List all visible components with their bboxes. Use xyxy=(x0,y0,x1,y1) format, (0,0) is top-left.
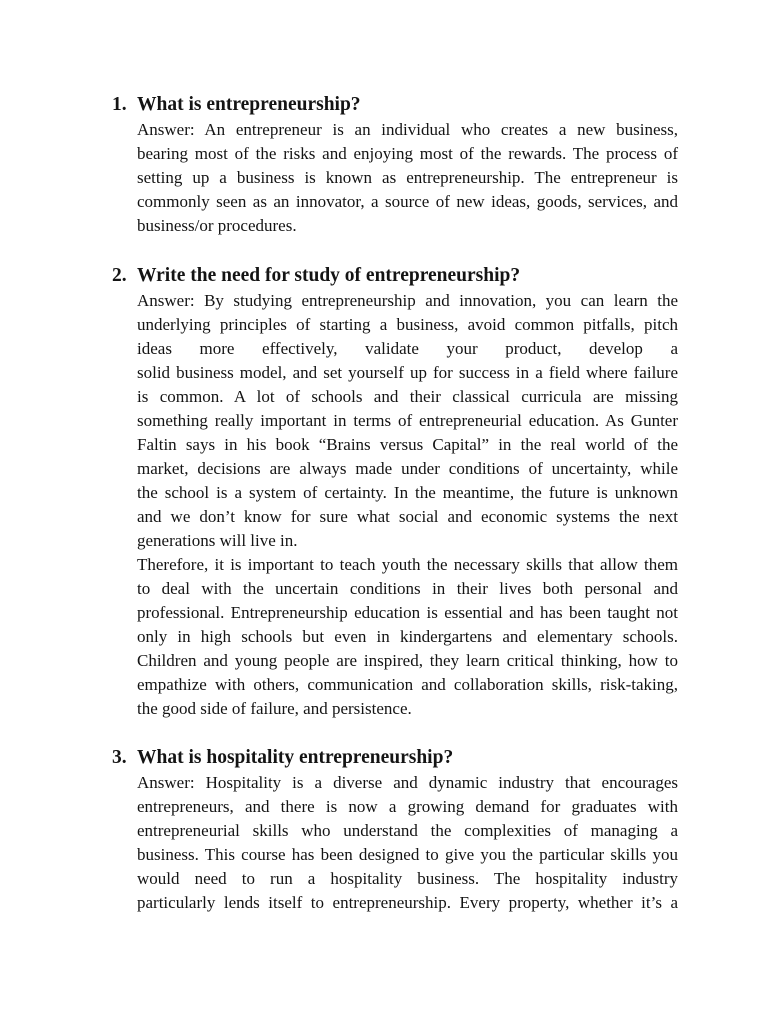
answer-paragraph xyxy=(137,118,678,238)
answer-line: particularly lends itself to entrepreneurship. Every property, whether it’s a xyxy=(137,893,678,912)
answer-line: Faltin says in his book “Brains versus Capital” in the real world of the xyxy=(137,435,678,454)
answer-line: the good side of failure, and persistence. xyxy=(137,699,412,718)
question-title: Write the need for study of entrepreneurship? xyxy=(137,265,521,286)
answer-line: Therefore, it is important to teach youth the necessary skills that allow them xyxy=(137,555,678,574)
answer-line: something really important in terms of entrepreneurial education. As Gunter xyxy=(137,411,678,430)
answer-line: to deal with the uncertain conditions in their lives both personal and xyxy=(137,579,678,598)
answer-body xyxy=(137,289,678,721)
answer-line: underlying principles of starting a business, avoid common pitfalls, pitch xyxy=(137,315,678,334)
answer-line: is common. A lot of schools and their classical curricula are missing xyxy=(137,387,678,406)
answer-line: ideas more effectively, validate your product, develop a xyxy=(137,339,678,358)
answer-line: bearing most of the risks and enjoying most of the rewards. The process of xyxy=(137,144,678,163)
answer-paragraph xyxy=(137,553,678,721)
answer-line: business. This course has been designed to give you the particular skills you xyxy=(137,845,678,864)
answer-line: Answer: By studying entrepreneurship and innovation, you can learn the xyxy=(137,291,678,310)
answer-line: commonly seen as an innovator, a source of new ideas, goods, services, and xyxy=(137,192,678,211)
answer-line: generations will live in. xyxy=(137,531,298,550)
answer-line: empathize with others, communication and collaboration skills, risk-taking, xyxy=(137,675,678,694)
question-number: 2. xyxy=(112,265,127,286)
answer-line: business/or procedures. xyxy=(137,216,297,235)
question-title: What is entrepreneurship? xyxy=(137,94,361,115)
answer-line: entrepreneurs, and there is now a growing demand for graduates with xyxy=(137,797,678,816)
question-title: What is hospitality entrepreneurship? xyxy=(137,747,454,768)
answer-line: setting up a business is known as entrepreneurship. The entrepreneur is xyxy=(137,168,678,187)
answer-paragraph xyxy=(137,289,678,553)
question-number: 3. xyxy=(112,747,127,768)
answer-line: would need to run a hospitality business. The hospitality industry xyxy=(137,869,678,888)
answer-line: only in high schools but even in kindergartens and elementary schools. xyxy=(137,627,678,646)
question-number: 1. xyxy=(112,94,127,115)
answer-paragraph xyxy=(137,771,678,915)
answer-line: and we don’t know for sure what social and economic systems the next xyxy=(137,507,678,526)
answer-line: solid business model, and set yourself up for success in a field where failure xyxy=(137,363,678,382)
answer-line: entrepreneurial skills who understand the complexities of managing a xyxy=(137,821,678,840)
answer-line: Answer: An entrepreneur is an individual who creates a new business, xyxy=(137,120,678,139)
answer-line: Children and young people are inspired, they learn critical thinking, how to xyxy=(137,651,678,670)
answer-line: Answer: Hospitality is a diverse and dynamic industry that encourages xyxy=(137,773,678,792)
answer-line: the school is a system of certainty. In the meantime, the future is unknown xyxy=(137,483,678,502)
answer-line: professional. Entrepreneurship education is essential and has been taught not xyxy=(137,603,678,622)
answer-line: market, decisions are always made under conditions of uncertainty, while xyxy=(137,459,678,478)
